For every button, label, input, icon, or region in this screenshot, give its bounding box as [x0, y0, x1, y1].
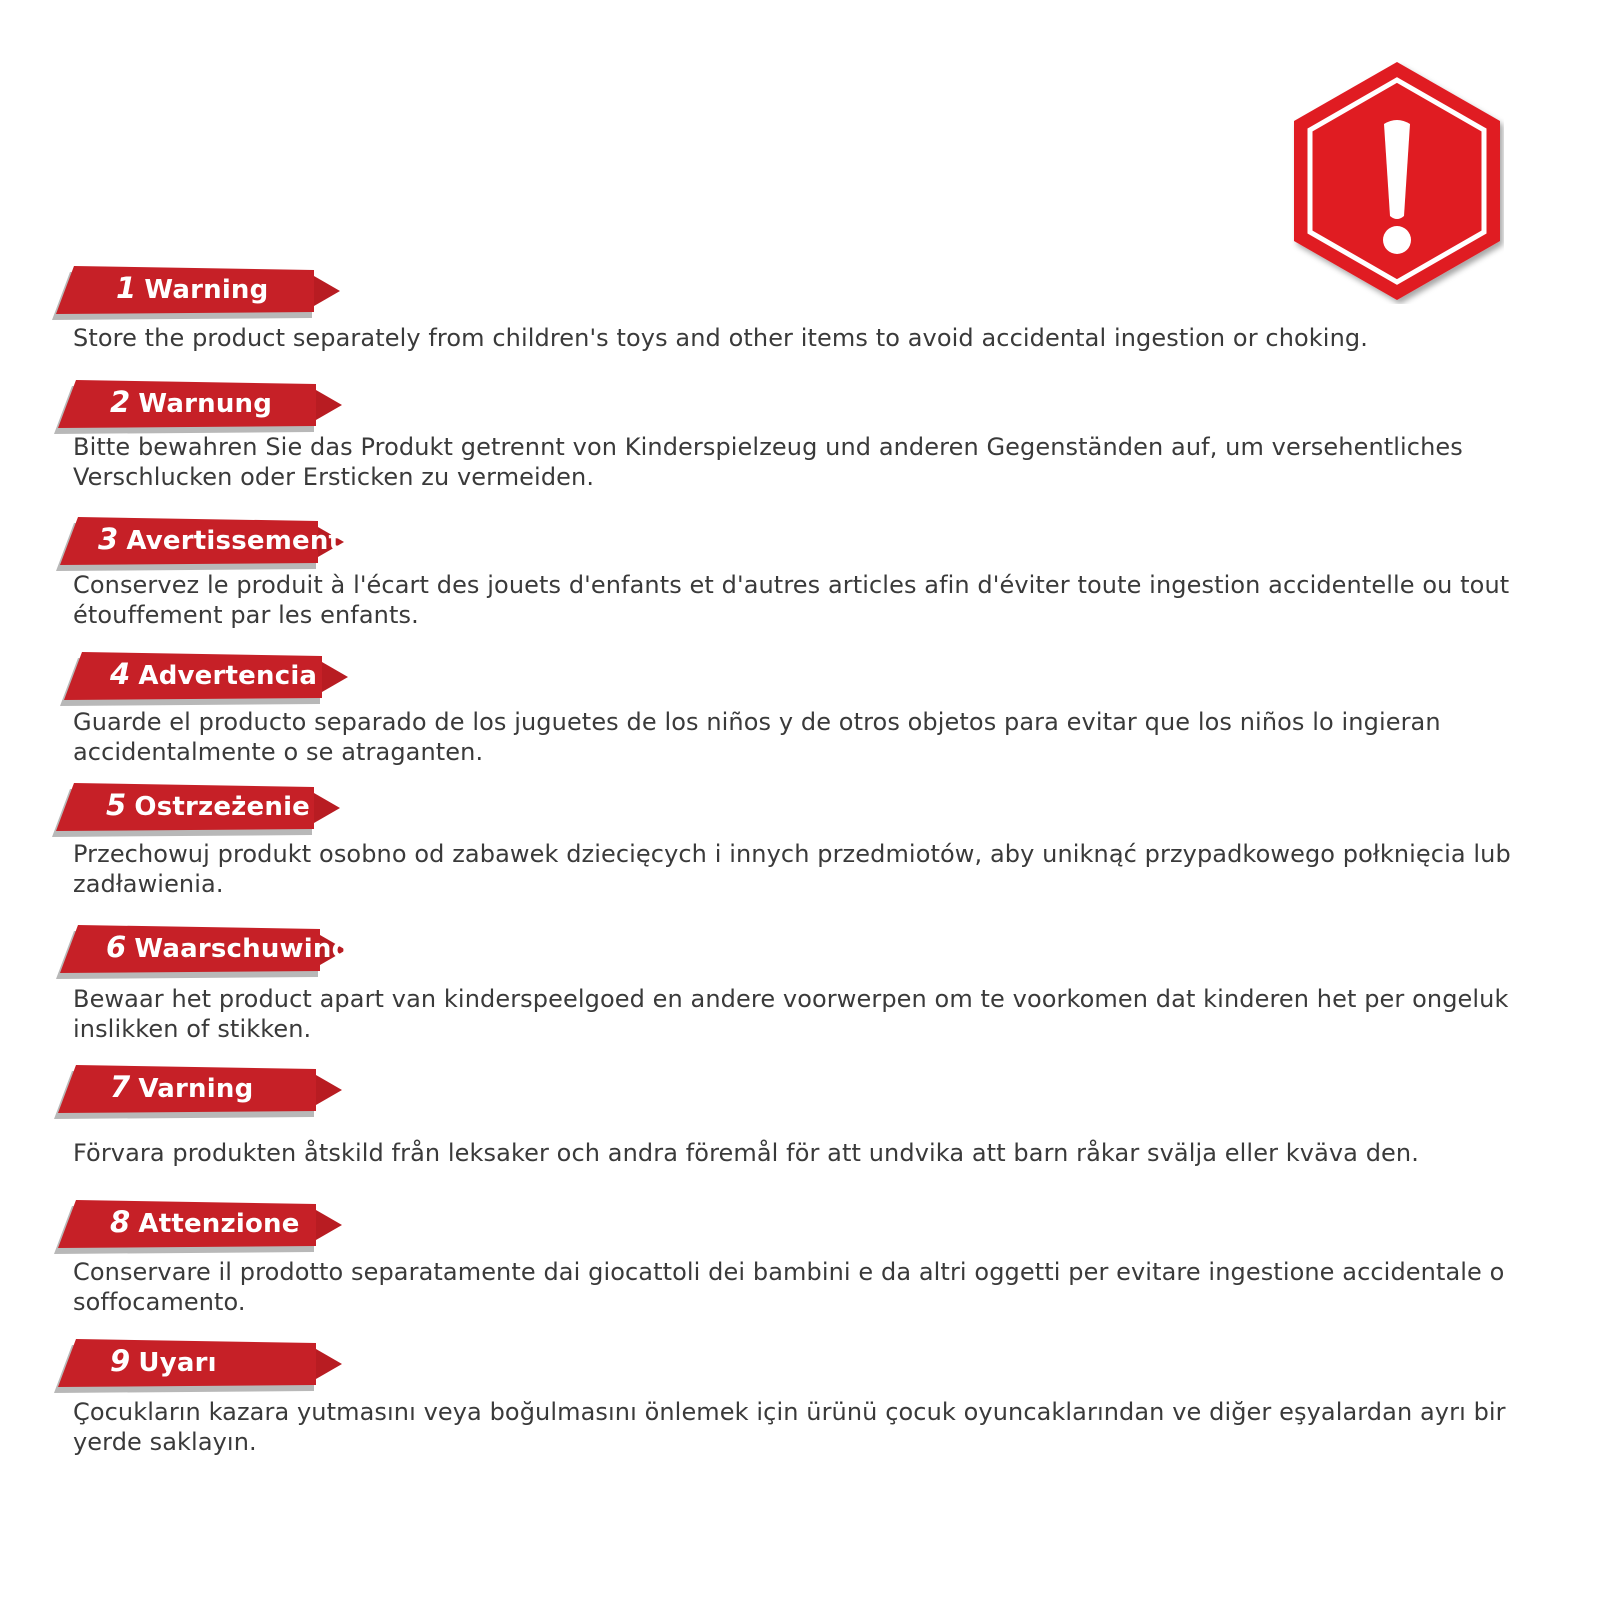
- warning-title: Advertencia: [138, 661, 318, 691]
- warning-number: 8: [110, 1205, 131, 1239]
- warning-text: Guarde el producto separado de los juguetes de los niños y de otros objetos para evitar que los niños lo ingieran accidentalmente o se atraganten.: [73, 708, 1441, 766]
- warning-title: Warnung: [138, 389, 273, 419]
- warning-text: Bitte bewahren Sie das Produkt getrennt von Kinderspielzeug und anderen Gegenständen auf, um versehentliches Verschlucken oder Ersticken zu vermeiden.: [73, 433, 1463, 491]
- warning-text: Conservare il prodotto separatamente dai giocattoli dei bambini e da altri oggetti per evitare ingestione accidentale o soffocamento.: [73, 1258, 1505, 1316]
- warning-title: Uyarı: [138, 1348, 217, 1378]
- warning-number: 2: [110, 385, 131, 419]
- warning-title: Ostrzeżenie: [134, 792, 311, 822]
- warning-title: Attenzione: [138, 1209, 300, 1239]
- warning-hexagon-icon: [1290, 58, 1504, 304]
- warning-title: Waarschuwing: [134, 934, 351, 964]
- warning-text: Çocukların kazara yutmasını veya boğulmasını önlemek için ürünü çocuk oyuncaklarından ve diğer eşyalardan ayrı bir yerde saklayın.: [73, 1398, 1506, 1456]
- warning-text: Store the product separately from children's toys and other items to avoid accidental ingestion or choking.: [73, 324, 1368, 352]
- warning-number: 6: [106, 930, 127, 964]
- warning-number: 9: [110, 1344, 131, 1378]
- warning-title: Warning: [144, 275, 269, 305]
- warning-number: 4: [110, 657, 131, 691]
- warning-text: Conservez le produit à l'écart des jouets d'enfants et d'autres articles afin d'éviter toute ingestion accidentelle ou tout étouffement par les enfants.: [73, 571, 1510, 629]
- warning-text: Förvara produkten åtskild från leksaker och andra föremål för att undvika att barn råkar svälja eller kväva den.: [73, 1139, 1419, 1167]
- warning-title: Varning: [138, 1074, 254, 1104]
- warning-text: Bewaar het product apart van kinderspeelgoed en andere voorwerpen om te voorkomen dat kinderen het per ongeluk inslikken of stikken.: [73, 985, 1509, 1043]
- warning-title: Avertissement: [126, 526, 342, 556]
- warning-number: 3: [98, 522, 119, 556]
- warning-number: 7: [110, 1070, 131, 1104]
- warning-number: 1: [116, 271, 137, 305]
- warning-number: 5: [106, 788, 127, 822]
- warning-text: Przechowuj produkt osobno od zabawek dziecięcych i innych przedmiotów, aby uniknąć przypadkowego połknięcia lub zadławienia.: [73, 840, 1511, 898]
